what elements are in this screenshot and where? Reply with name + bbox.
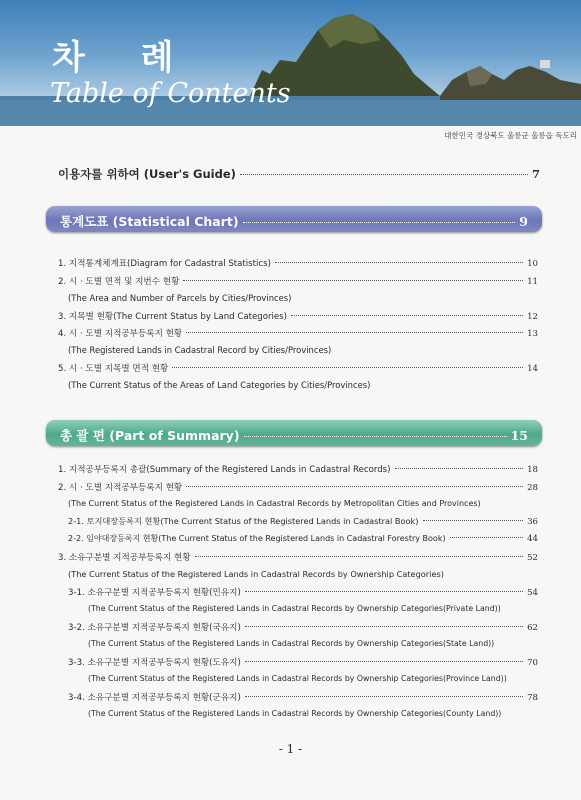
toc-entry[interactable] — [68, 533, 538, 544]
photo-caption: 대한민국 경상북도 울릉군 울릉읍 독도리 — [444, 131, 577, 140]
section-page: 15 — [510, 428, 528, 443]
toc-entry-label: 3-3. 소유구분별 지적공부등록지 현황(도유지) — [68, 658, 241, 668]
toc-entry-label: 1. 지적공부등록지 총괄(Summary of the Registered Lands in Cadastral Records) — [58, 465, 391, 475]
toc-entry-label: 2. 시 · 도별 지적공부등록지 현황 — [58, 483, 183, 493]
dot-leader — [245, 696, 523, 697]
toc-entry[interactable] — [68, 621, 538, 633]
header-banner — [0, 0, 581, 126]
toc-entry-page: 10 — [527, 259, 538, 269]
toc-entry[interactable] — [58, 327, 538, 339]
toc-entry-page: 14 — [527, 364, 538, 374]
toc-entry[interactable] — [68, 586, 538, 598]
toc-entry-label: 2-2. 임야대장등록지 현황(The Current Status of the Registered Lands in Cadastral Forestry Book) — [68, 534, 446, 543]
toc-entry-label: 이용자를 위하여 (User's Guide) — [58, 167, 236, 181]
dot-leader — [423, 520, 524, 521]
toc-entry[interactable] — [68, 691, 538, 703]
toc-entry[interactable] — [58, 275, 538, 287]
section-label: 총 괄 편 (Part of Summary) — [60, 428, 240, 443]
section-page: 9 — [519, 214, 528, 229]
toc-entry-users-guide[interactable] — [58, 166, 540, 182]
toc-entry-subtitle: (The Current Status of the Areas of Land Categories by Cities/Provinces) — [68, 380, 371, 390]
toc-entry-subtitle: (The Registered Lands in Cadastral Record by Cities/Provinces) — [68, 345, 332, 355]
section-header-part-of-summary[interactable] — [46, 420, 542, 446]
toc-entry-label: 5. 시 · 도별 지목별 면적 현황 — [58, 364, 169, 374]
dot-leader — [245, 591, 523, 592]
toc-entry-label: 3-4. 소유구분별 지적공부등록지 현황(군유지) — [68, 693, 241, 703]
toc-entry[interactable] — [58, 481, 538, 493]
toc-entry-subtitle: (The Current Status of the Registered Lands in Cadastral Records by Ownership Categories) — [68, 569, 444, 579]
toc-entry-subtitle: (The Area and Number of Parcels by Cities/Provinces) — [68, 293, 292, 303]
dot-leader — [186, 486, 523, 487]
dot-leader — [395, 468, 524, 469]
toc-entry-page: 78 — [527, 693, 538, 703]
dot-leader — [172, 367, 523, 368]
page-title-english: Table of Contents — [50, 78, 291, 109]
toc-entry-subtitle: (The Current Status of the Registered Lands in Cadastral Records by Ownership Categories(Private Land)) — [88, 604, 501, 613]
toc-entry[interactable] — [58, 310, 538, 322]
dot-leader — [450, 537, 523, 538]
page-number: - 1 - — [278, 742, 303, 756]
toc-entry-label: 3. 소유구분별 지적공부등록지 현황 — [58, 553, 191, 563]
toc-entry-label: 1. 지적통계체계표(Diagram for Cadastral Statistics) — [58, 259, 271, 269]
page-title-korean: 차 례 — [52, 38, 196, 78]
toc-entry-label: 4. 시 · 도별 지적공부등록지 현황 — [58, 329, 183, 339]
toc-entry[interactable] — [58, 362, 538, 374]
toc-entry-page: 44 — [527, 534, 538, 544]
toc-entry-label: 3. 지목별 현황(The Current Status by Land Categories) — [58, 312, 287, 322]
dot-leader — [244, 436, 507, 437]
toc-entry[interactable] — [68, 656, 538, 668]
toc-entry-page: 54 — [527, 588, 538, 598]
dot-leader — [291, 315, 523, 316]
toc-entry-subtitle: (The Current Status of the Registered Lands in Cadastral Records by Metropolitan Cities and Provinces) — [68, 499, 481, 508]
toc-entry[interactable] — [58, 551, 538, 563]
toc-entry-page: 12 — [527, 312, 538, 322]
dot-leader — [195, 556, 523, 557]
toc-entry-page: 70 — [527, 658, 538, 668]
toc-entry[interactable] — [68, 516, 538, 527]
dot-leader — [186, 332, 523, 333]
toc-entry-page: 62 — [527, 623, 538, 633]
toc-entry-label: 2. 시 · 도별 면적 및 지번수 현황 — [58, 277, 180, 287]
toc-entry-page: 7 — [531, 167, 540, 181]
toc-entry-page: 36 — [527, 517, 538, 527]
dot-leader — [240, 174, 528, 175]
toc-entry-subtitle: (The Current Status of the Registered Lands in Cadastral Records by Ownership Categories(County Land)) — [88, 709, 502, 718]
toc-entry-page: 13 — [527, 329, 538, 339]
toc-entry-page: 18 — [527, 465, 538, 475]
dot-leader — [243, 222, 516, 223]
toc-entry-label: 2-1. 토지대장등록지 현황(The Current Status of the Registered Lands in Cadastral Book) — [68, 516, 419, 526]
dot-leader — [275, 262, 523, 263]
dot-leader — [245, 661, 523, 662]
toc-entry[interactable] — [58, 463, 538, 475]
toc-entry-page: 28 — [527, 483, 538, 493]
toc-entry-page: 52 — [527, 553, 538, 563]
toc-entry-subtitle: (The Current Status of the Registered Lands in Cadastral Records by Ownership Categories(Province Land)) — [88, 674, 507, 683]
dot-leader — [245, 626, 523, 627]
toc-entry-label: 3-2. 소유구분별 지적공부등록지 현황(국유지) — [68, 623, 241, 633]
section-label: 통계도표 (Statistical Chart) — [60, 214, 239, 229]
toc-entry-page: 11 — [527, 277, 538, 287]
section-header-statistical-chart[interactable] — [46, 206, 542, 232]
toc-entry-label: 3-1. 소유구분별 지적공부등록지 현황(민유지) — [68, 588, 241, 598]
dot-leader — [183, 280, 523, 281]
toc-entry[interactable] — [58, 257, 538, 269]
toc-entry-subtitle: (The Current Status of the Registered Lands in Cadastral Records by Ownership Categories(State Land)) — [88, 639, 495, 648]
